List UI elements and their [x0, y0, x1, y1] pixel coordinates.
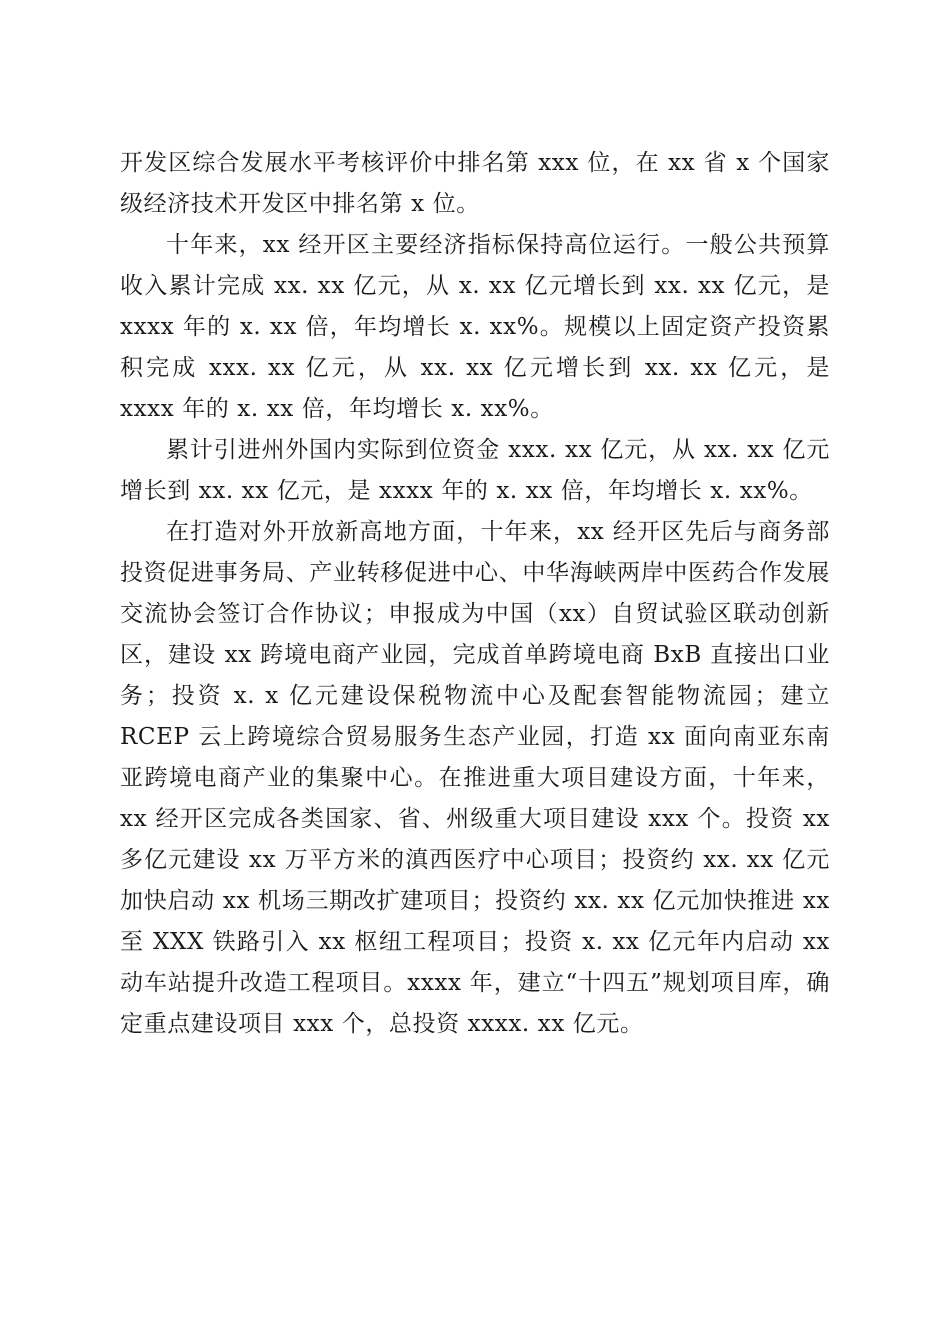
document-body [120, 143, 830, 1045]
paragraph-economic-indicators: 十年来，xx 经开区主要经济指标保持高位运行。一般公共预算收入累计完成 xx. xx 亿元，从 x. xx 亿元增长到 xx. xx 亿元，是 xxxx 年的 x. xx 倍，年均增长 x. xx%。规模以上固定资产投资累积完成 xxx. xx 亿元，从 xx. xx 亿元增长到 xx. xx 亿元，是 xxxx 年的 x. xx 倍，年均增长 x. xx%。 [120, 232, 830, 422]
paragraph-continued-ranking: 开发区综合发展水平考核评价中排名第 xxx 位，在 xx 省 x 个国家级经济技术开发区中排名第 x 位。 [120, 150, 830, 217]
paragraph-opening-and-projects: 在打造对外开放新高地方面，十年来，xx 经开区先后与商务部投资促进事务局、产业转移促进中心、中华海峡两岸中医药合作发展交流协会签订合作协议；申报成为中国（xx）自贸试验区联动创新区，建设 xx 跨境电商产业园，完成首单跨境电商 BxB 直接出口业务；投资 x. x 亿元建设保税物流中心及配套智能物流园；建立 RCEP 云上跨境综合贸易服务生态产业园，打造 xx 面向南亚东南亚跨境电商产业的集聚中心。在推进重大项目建设方面，十年来，xx 经开区完成各类国家、省、州级重大项目建设 xxx 个。投资 xx 多亿元建设 xx 万平方米的滇西医疗中心项目；投资约 xx. xx 亿元加快启动 xx 机场三期改扩建项目；投资约 xx. xx 亿元加快推进 xx 至 XXX 铁路引入 xx 枢纽工程项目；投资 x. xx 亿元年内启动 xx 动车站提升改造工程项目。xxxx 年，建立“十四五”规划项目库，确定重点建设项目 xxx 个，总投资 xxxx. xx 亿元。 [120, 519, 830, 1037]
paragraph-funds-introduced: 累计引进州外国内实际到位资金 xxx. xx 亿元，从 xx. xx 亿元增长到 xx. xx 亿元，是 xxxx 年的 x. xx 倍，年均增长 x. xx%。 [120, 437, 830, 504]
